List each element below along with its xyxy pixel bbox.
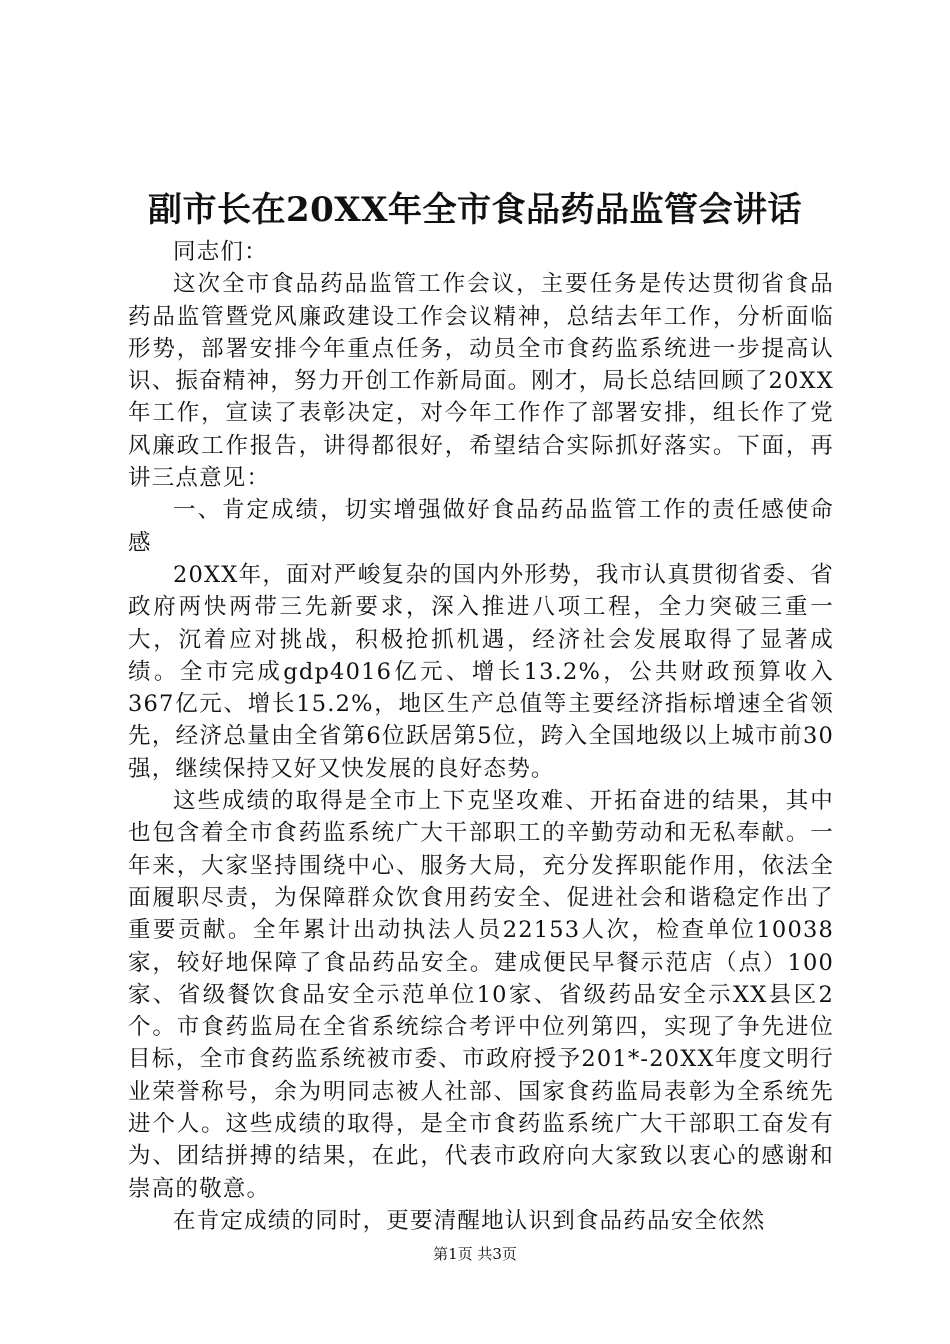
section-heading-1: 一、肯定成绩，切实增强做好食品药品监管工作的责任感使命感 bbox=[128, 497, 834, 556]
intro-paragraph: 这次全市食品药品监管工作会议，主要任务是传达贯彻省食品药品监管暨党风廉政建设工作会议精神，总结去年工作，分析面临形势，部署安排今年重点任务，动员全市食药监系统进一步提高认识、振奋精神，努力开创工作新局面。刚才，局长总结回顾了20XX年工作，宣读了表彰决定，对今年工作作了部署安排，组长作了党风廉政工作报告，讲得都很好，希望结合实际抓好落实。下面，再讲三点意见： bbox=[128, 271, 834, 492]
page-number-footer: 第1页 共3页 bbox=[433, 1245, 517, 1263]
awareness-paragraph: 在肯定成绩的同时，更要清醒地认识到食品药品安全依然 bbox=[173, 1207, 766, 1234]
document-title: 副市长在20XX年全市食品药品监管会讲话 bbox=[147, 190, 803, 230]
contributions-paragraph: 这些成绩的取得是全市上下克坚攻难、开拓奋进的结果，其中也包含着全市食药监系统广大干部职工的辛勤劳动和无私奉献。一年来，大家坚持围绕中心、服务大局，充分发挥职能作用，依法全面履职尽责，为保障群众饮食用药安全、促进社会和谐稳定作出了重要贡献。全年累计出动执法人员22153人次，检查单位10038家，较好地保障了食品药品安全。建成便民早餐示范店（点）100家、省级餐饮食品安全示范单位10家、省级药品安全示XX县区2个。市食药监局在全省系统综合考评中位列第四，实现了争先进位目标，全市食药监系统被市委、市政府授予201*-20XX年度文明行业荣誉称号，余为明同志被人社部、国家食药监局表彰为全系统先进个人。这些成绩的取得，是全市食药监系统广大干部职工奋发有为、团结拼搏的结果，在此，代表市政府向大家致以衷心的感谢和崇高的敬意。 bbox=[128, 788, 834, 1202]
salutation-paragraph: 同志们： bbox=[173, 239, 268, 265]
document-body bbox=[128, 236, 834, 1237]
achievements-paragraph: 20XX年，面对严峻复杂的国内外形势，我市认真贯彻省委、省政府两快两带三先新要求，深入推进八项工程，全力突破三重一大，沉着应对挑战，积极抢抓机遇，经济社会发展取得了显著成绩。全市完成gdp4016亿元、增长13.2%，公共财政预算收入367亿元、增长15.2%，地区生产总值等主要经济指标增速全省领先，经济总量由全省第6位跃居第5位，跨入全国地级以上城市前30强，继续保持又好又快发展的良好态势。 bbox=[128, 561, 834, 782]
